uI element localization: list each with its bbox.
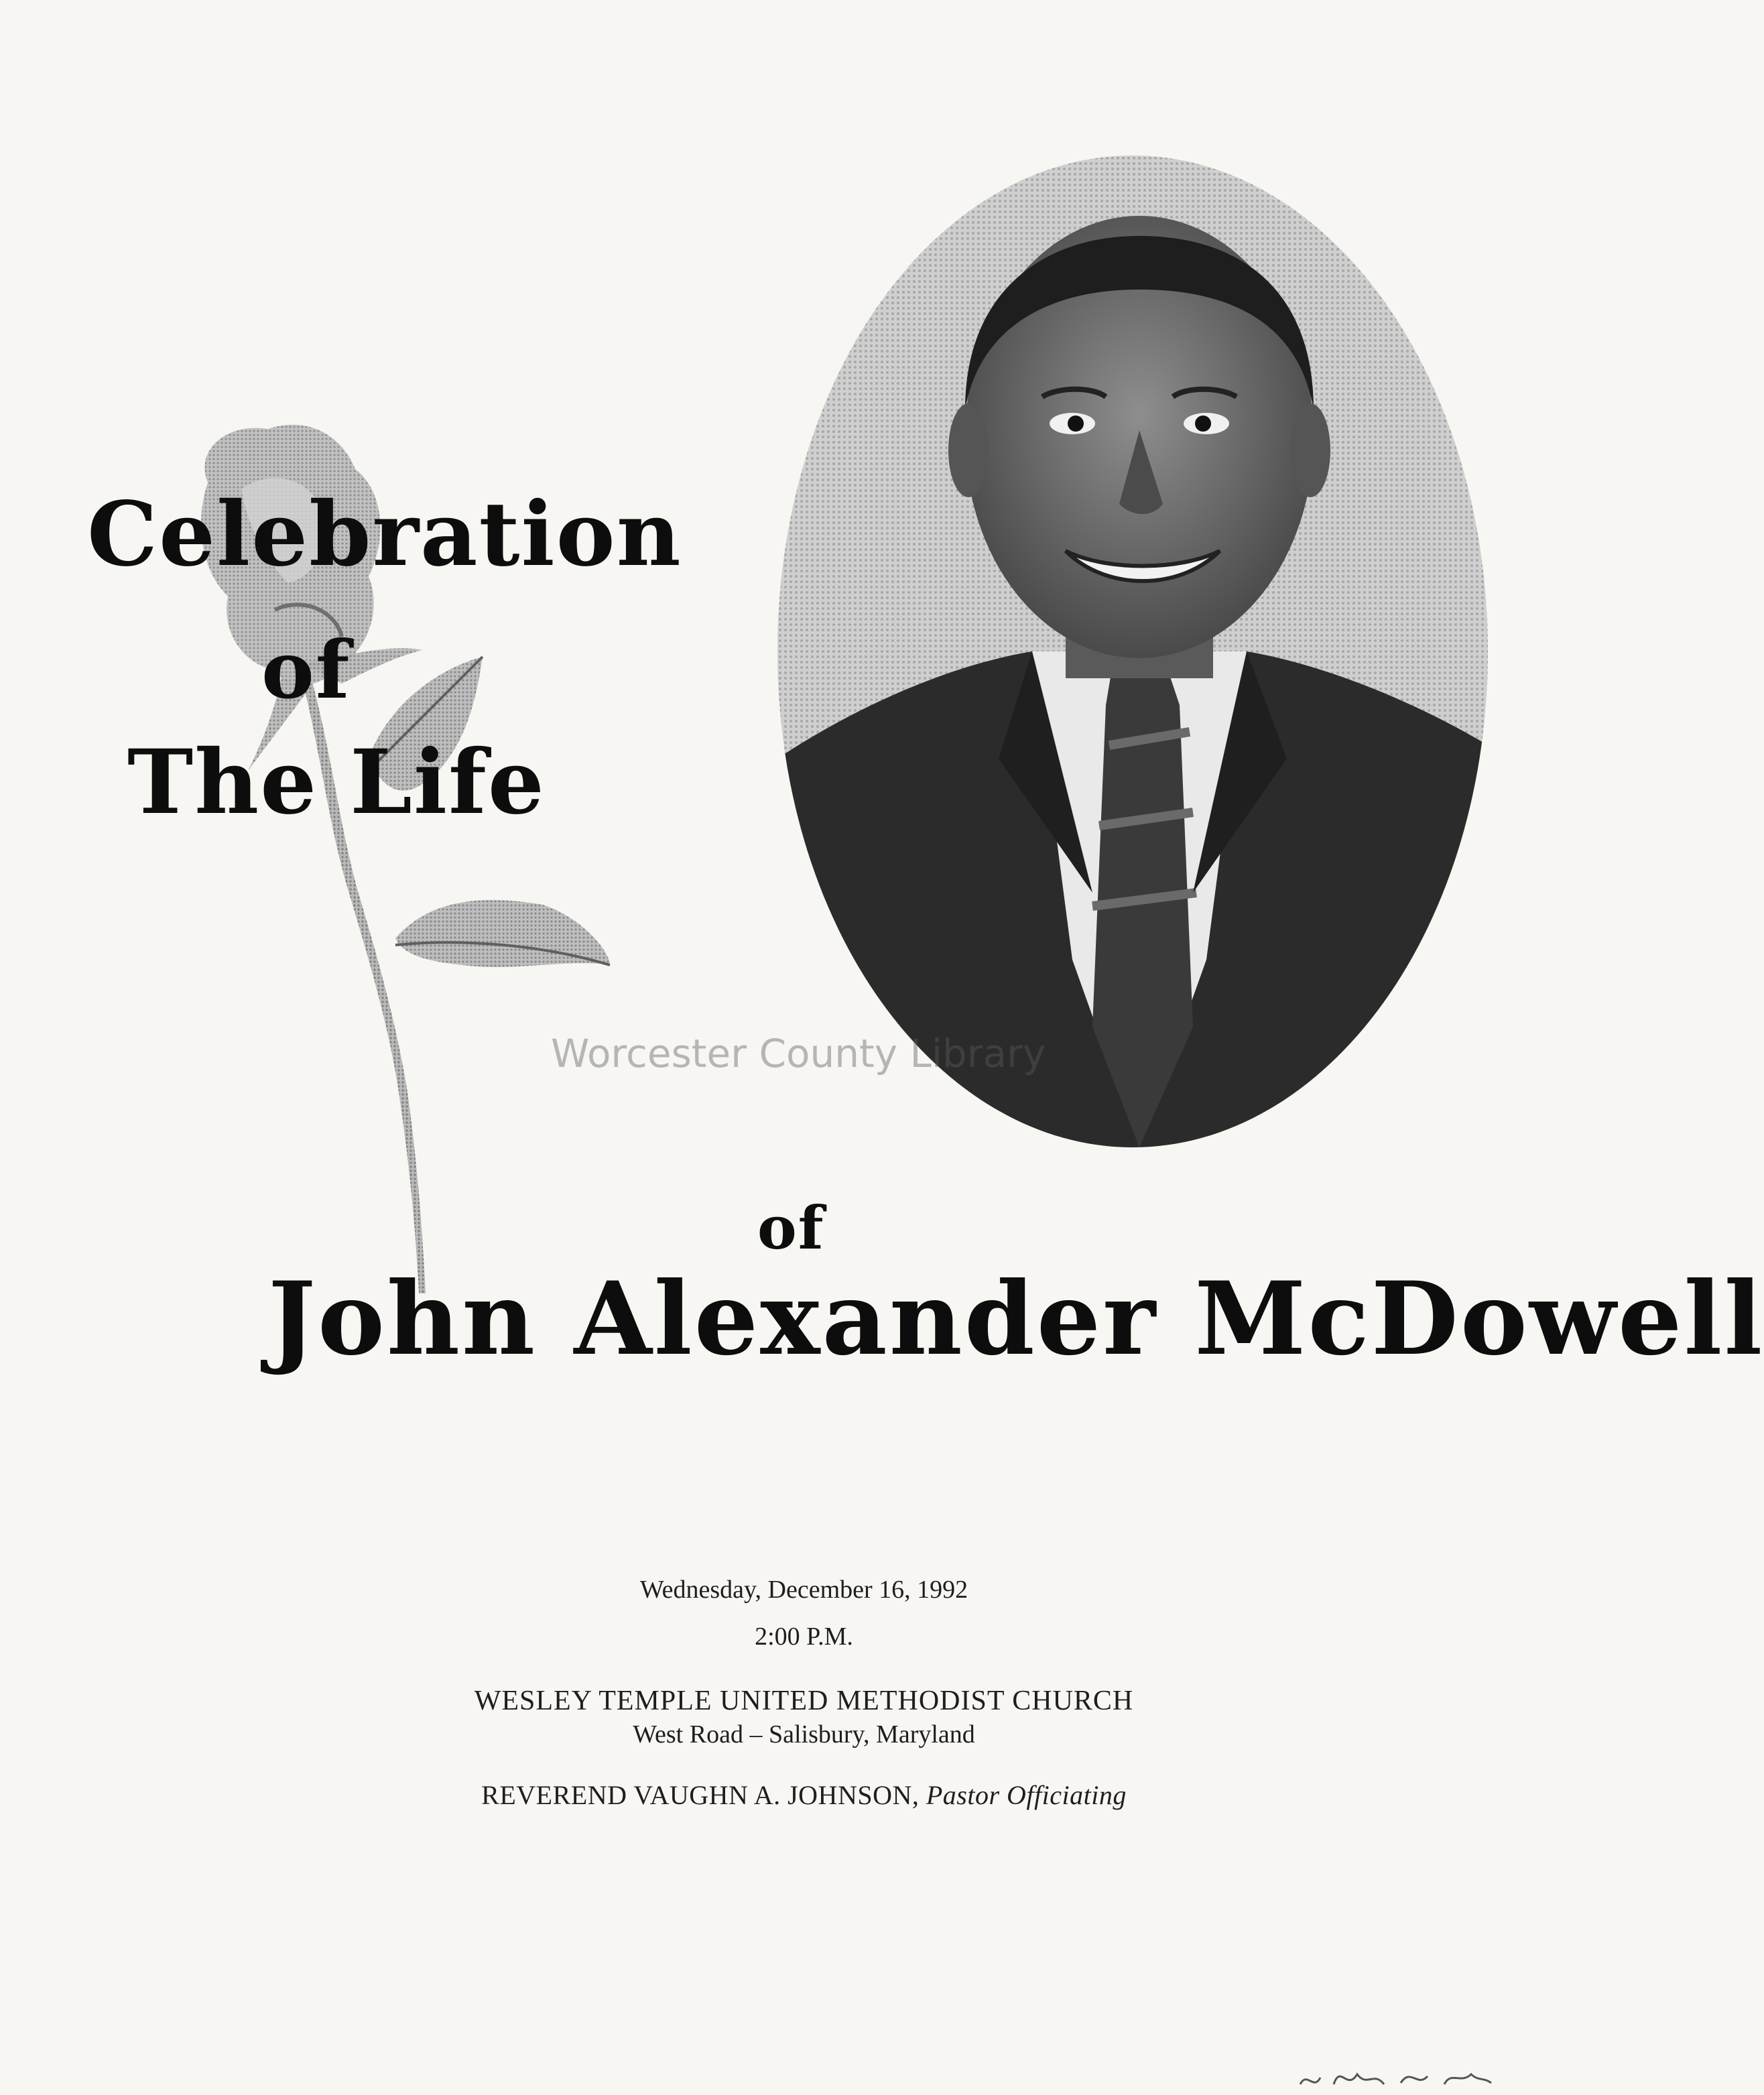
- title-celebration: Celebration: [87, 483, 682, 586]
- church-name: WESLEY TEMPLE UNITED METHODIST CHURCH: [474, 1686, 1134, 1716]
- title-of-second: of: [757, 1193, 825, 1263]
- service-date: Wednesday, December 16, 1992: [639, 1576, 968, 1604]
- officiant: [0, 1779, 1608, 1811]
- officiant-name: REVEREND VAUGHN A. JOHNSON,: [481, 1780, 920, 1810]
- service-time: 2:00 P.M.: [755, 1623, 853, 1651]
- library-watermark: Worcester County Library: [551, 1031, 1046, 1076]
- officiant-role: Pastor Officiating: [926, 1780, 1127, 1810]
- title-the-life: The Life: [127, 731, 546, 834]
- portrait-photo: [777, 155, 1488, 1147]
- deceased-name: John Alexander McDowell: [268, 1260, 1764, 1378]
- handwritten-mark: [1294, 2044, 1495, 2095]
- church-address: West Road – Salisbury, Maryland: [633, 1720, 975, 1749]
- title-of: of: [261, 623, 351, 716]
